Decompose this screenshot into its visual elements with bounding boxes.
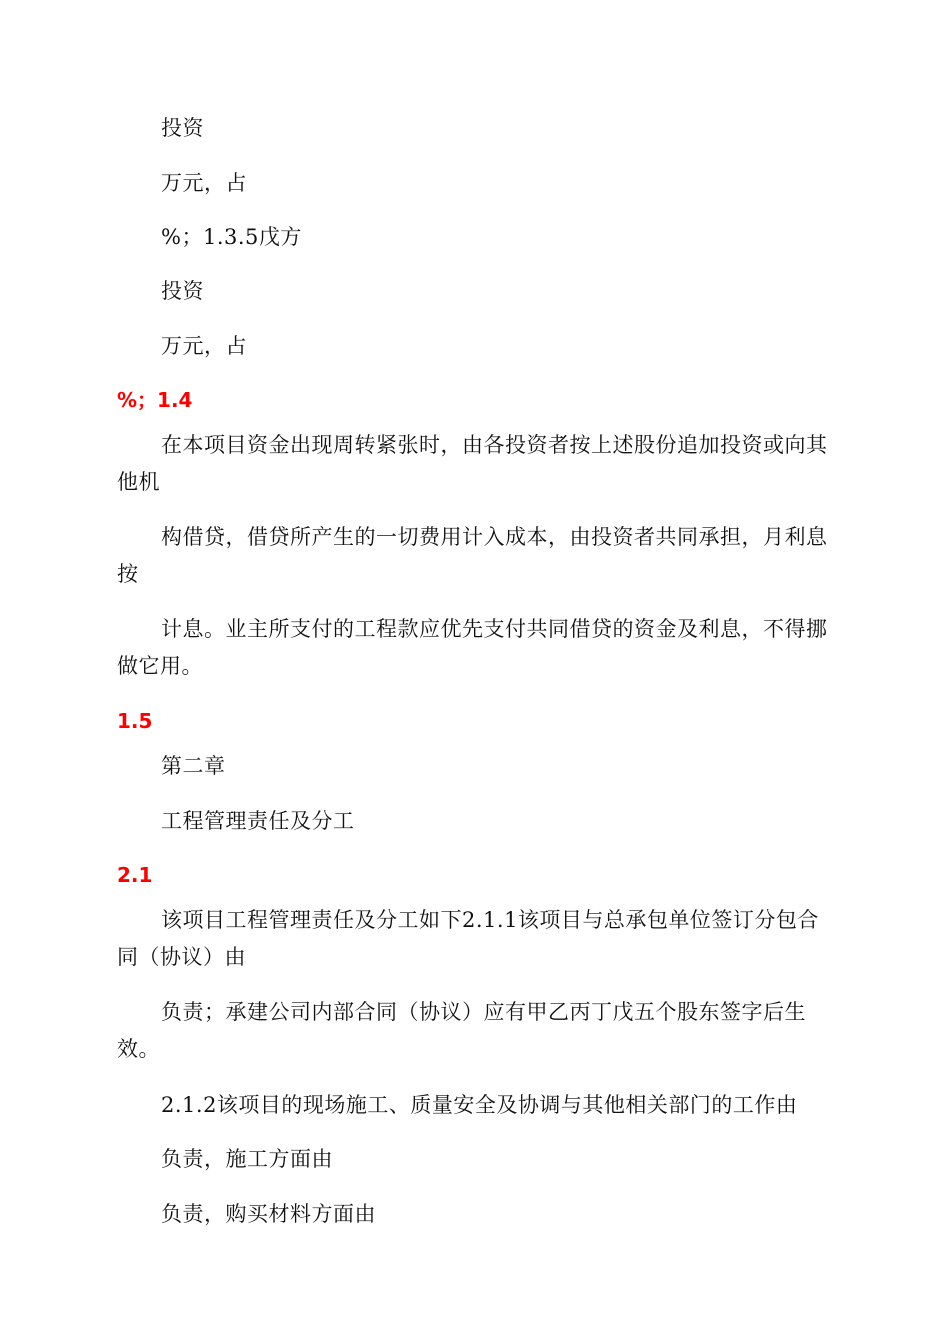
paragraph-materials: 负责，购买材料方面由 [161,1202,376,1226]
chapter-number: 第二章 [161,754,226,778]
paragraph-interest: 计息。业主所支付的工程款应优先支付共同借贷的资金及利息，不得挪做它用。 [117,617,828,678]
paragraph-contract-signing: 负责；承建公司内部合同（协议）应有甲乙丙丁戊五个股东签字后生效。 [117,1000,806,1061]
paragraph-invest-1: 投资 [161,116,204,140]
paragraph-borrowing: 构借贷，借贷所产生的一切费用计入成本，由投资者共同承担，月利息按 [117,525,828,586]
paragraph-section-2-1-2: 2.1.2该项目的现场施工、质量安全及协调与其他相关部门的工作由 [161,1093,798,1117]
paragraph-responsibility: 该项目工程管理责任及分工如下2.1.1该项目与总承包单位签订分包合同（协议）由 [117,908,819,969]
paragraph-invest-2: 投资 [161,279,204,303]
paragraph-amount-1: 万元，占 [161,171,247,195]
paragraph-funding: 在本项目资金出现周转紧张时，由各投资者按上述股份追加投资或向其他机 [117,433,828,494]
paragraph-amount-2: 万元，占 [161,334,247,358]
heading-2-1: 2.1 [117,863,153,887]
heading-1-4: %；1.4 [117,388,193,412]
paragraph-section-1-3-5: %；1.3.5戊方 [161,225,302,249]
paragraph-construction: 负责，施工方面由 [161,1147,333,1171]
chapter-title: 工程管理责任及分工 [161,809,355,833]
heading-1-5: 1.5 [117,709,153,733]
